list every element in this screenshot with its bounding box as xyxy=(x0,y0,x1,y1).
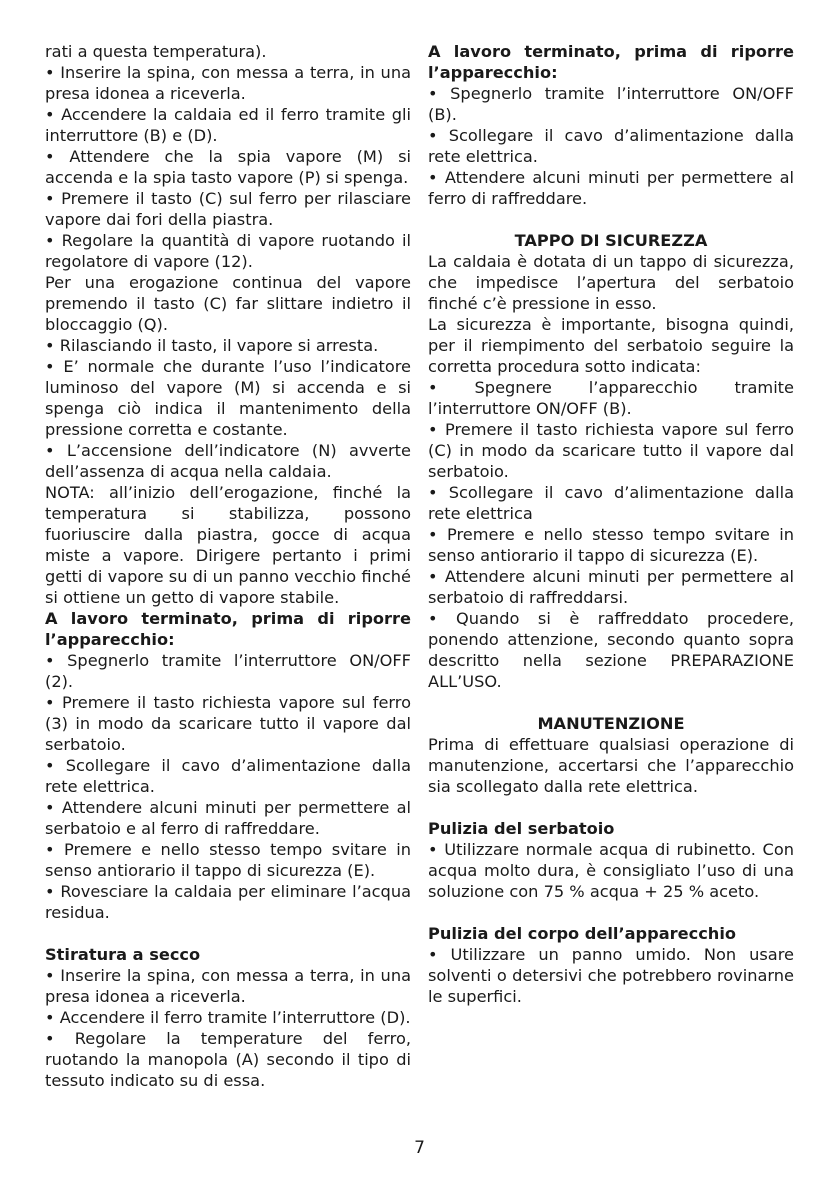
left-column xyxy=(45,41,411,1091)
paragraph-spacer xyxy=(428,797,794,818)
paragraph: • Attendere alcuni minuti per permettere al serbatoio e al ferro di raffreddare. xyxy=(45,798,411,838)
paragraph: • Premere e nello stesso tempo svitare in senso antiorario il tappo di sicurezza (E). xyxy=(428,525,794,565)
paragraph: • Accendere il ferro tramite l’interruttore (D). xyxy=(45,1008,411,1027)
paragraph: • Spegnerlo tramite l’interruttore ON/OFF (2). xyxy=(45,651,411,691)
paragraph: • Premere il tasto richiesta vapore sul ferro (C) in modo da scaricare tutto il vapore dal serbatoio. xyxy=(428,420,794,481)
paragraph: Per una erogazione continua del vapore premendo il tasto (C) far slittare indietro il bloccaggio (Q). xyxy=(45,273,411,334)
paragraph: • Utilizzare normale acqua di rubinetto. Con acqua molto dura, è consigliato l’uso di una soluzione con 75 % acqua + 25 % aceto. xyxy=(428,840,794,901)
page-number: 7 xyxy=(414,1138,425,1158)
paragraph: • Regolare la temperature del ferro, ruotando la manopola (A) secondo il tipo di tessuto indicato su di essa. xyxy=(45,1029,411,1090)
paragraph: • Scollegare il cavo d’alimentazione dalla rete elettrica. xyxy=(428,126,794,166)
paragraph: • Regolare la quantità di vapore ruotando il regolatore di vapore (12). xyxy=(45,231,411,271)
paragraph-spacer xyxy=(428,209,794,230)
paragraph: • Rovesciare la caldaia per eliminare l’acqua residua. xyxy=(45,882,411,922)
paragraph: Prima di effettuare qualsiasi operazione di manutenzione, accertarsi che l’apparecchio sia scollegato dalla rete elettrica. xyxy=(428,735,794,796)
section-heading: Pulizia del serbatoio xyxy=(428,819,615,838)
paragraph: • Premere e nello stesso tempo svitare in senso antiorario il tappo di sicurezza (E). xyxy=(45,840,411,880)
paragraph: • Attendere che la spia vapore (M) si accenda e la spia tasto vapore (P) si spenga. xyxy=(45,147,411,187)
section-heading: Stiratura a secco xyxy=(45,945,201,964)
paragraph: • E’ normale che durante l’uso l’indicatore luminoso del vapore (M) si accenda e si spenga ciò indica il mantenimento della pressione corretta e costante. xyxy=(45,357,411,439)
paragraph-spacer xyxy=(428,692,794,713)
paragraph: • L’accensione dell’indicatore (N) avverte dell’assenza di acqua nella caldaia. xyxy=(45,441,411,481)
section-heading: A lavoro terminato, prima di riporre l’apparecchio: xyxy=(45,609,411,649)
paragraph: • Inserire la spina, con messa a terra, in una presa idonea a riceverla. xyxy=(45,63,411,103)
paragraph-spacer xyxy=(428,902,794,923)
section-heading: A lavoro terminato, prima di riporre l’apparecchio: xyxy=(428,42,794,82)
paragraph: La sicurezza è importante, bisogna quindi, per il riempimento del serbatoio seguire la corretta procedura sotto indicata: xyxy=(428,315,794,376)
paragraph: NOTA: all’inizio dell’erogazione, finché la temperatura si stabilizza, possono fuoriuscire dalla piastra, gocce di acqua miste a vapore. Dirigere pertanto i primi getti di vapore su di un panno vecchio finché si ottiene un getto di vapore stabile. xyxy=(45,483,411,607)
section-heading: Pulizia del corpo dell’apparecchio xyxy=(428,924,736,943)
paragraph: • Quando si è raffreddato procedere, ponendo attenzione, secondo quanto sopra descritto nella sezione PREPARAZIONE ALL’USO. xyxy=(428,609,794,691)
paragraph: • Attendere alcuni minuti per permettere al serbatoio di raffreddarsi. xyxy=(428,567,794,607)
paragraph: La caldaia è dotata di un tappo di sicurezza, che impedisce l’apertura del serbatoio finché c’è pressione in esso. xyxy=(428,252,794,313)
paragraph: • Utilizzare un panno umido. Non usare solventi o detersivi che potrebbero rovinarne le superfici. xyxy=(428,945,794,1006)
paragraph: • Rilasciando il tasto, il vapore si arresta. xyxy=(45,336,379,355)
paragraph: • Scollegare il cavo d’alimentazione dalla rete elettrica xyxy=(428,483,794,523)
paragraph-spacer xyxy=(45,923,411,944)
paragraph: rati a questa temperatura). xyxy=(45,42,267,61)
paragraph: • Spegnere l’apparecchio tramite l’interruttore ON/OFF (B). xyxy=(428,378,794,418)
paragraph: • Attendere alcuni minuti per permettere al ferro di raffreddare. xyxy=(428,168,794,208)
paragraph: • Premere il tasto (C) sul ferro per rilasciare vapore dai fori della piastra. xyxy=(45,189,411,229)
paragraph: • Spegnerlo tramite l’interruttore ON/OFF (B). xyxy=(428,84,794,124)
paragraph: • Accendere la caldaia ed il ferro tramite gli interruttore (B) e (D). xyxy=(45,105,411,145)
paragraph: • Inserire la spina, con messa a terra, in una presa idonea a riceverla. xyxy=(45,966,411,1006)
paragraph: • Premere il tasto richiesta vapore sul ferro (3) in modo da scaricare tutto il vapore dal serbatoio. xyxy=(45,693,411,754)
right-column xyxy=(428,41,794,1007)
section-title: MANUTENZIONE xyxy=(537,714,685,733)
paragraph: • Scollegare il cavo d’alimentazione dalla rete elettrica. xyxy=(45,756,411,796)
section-title: TAPPO DI SICUREZZA xyxy=(514,231,708,250)
